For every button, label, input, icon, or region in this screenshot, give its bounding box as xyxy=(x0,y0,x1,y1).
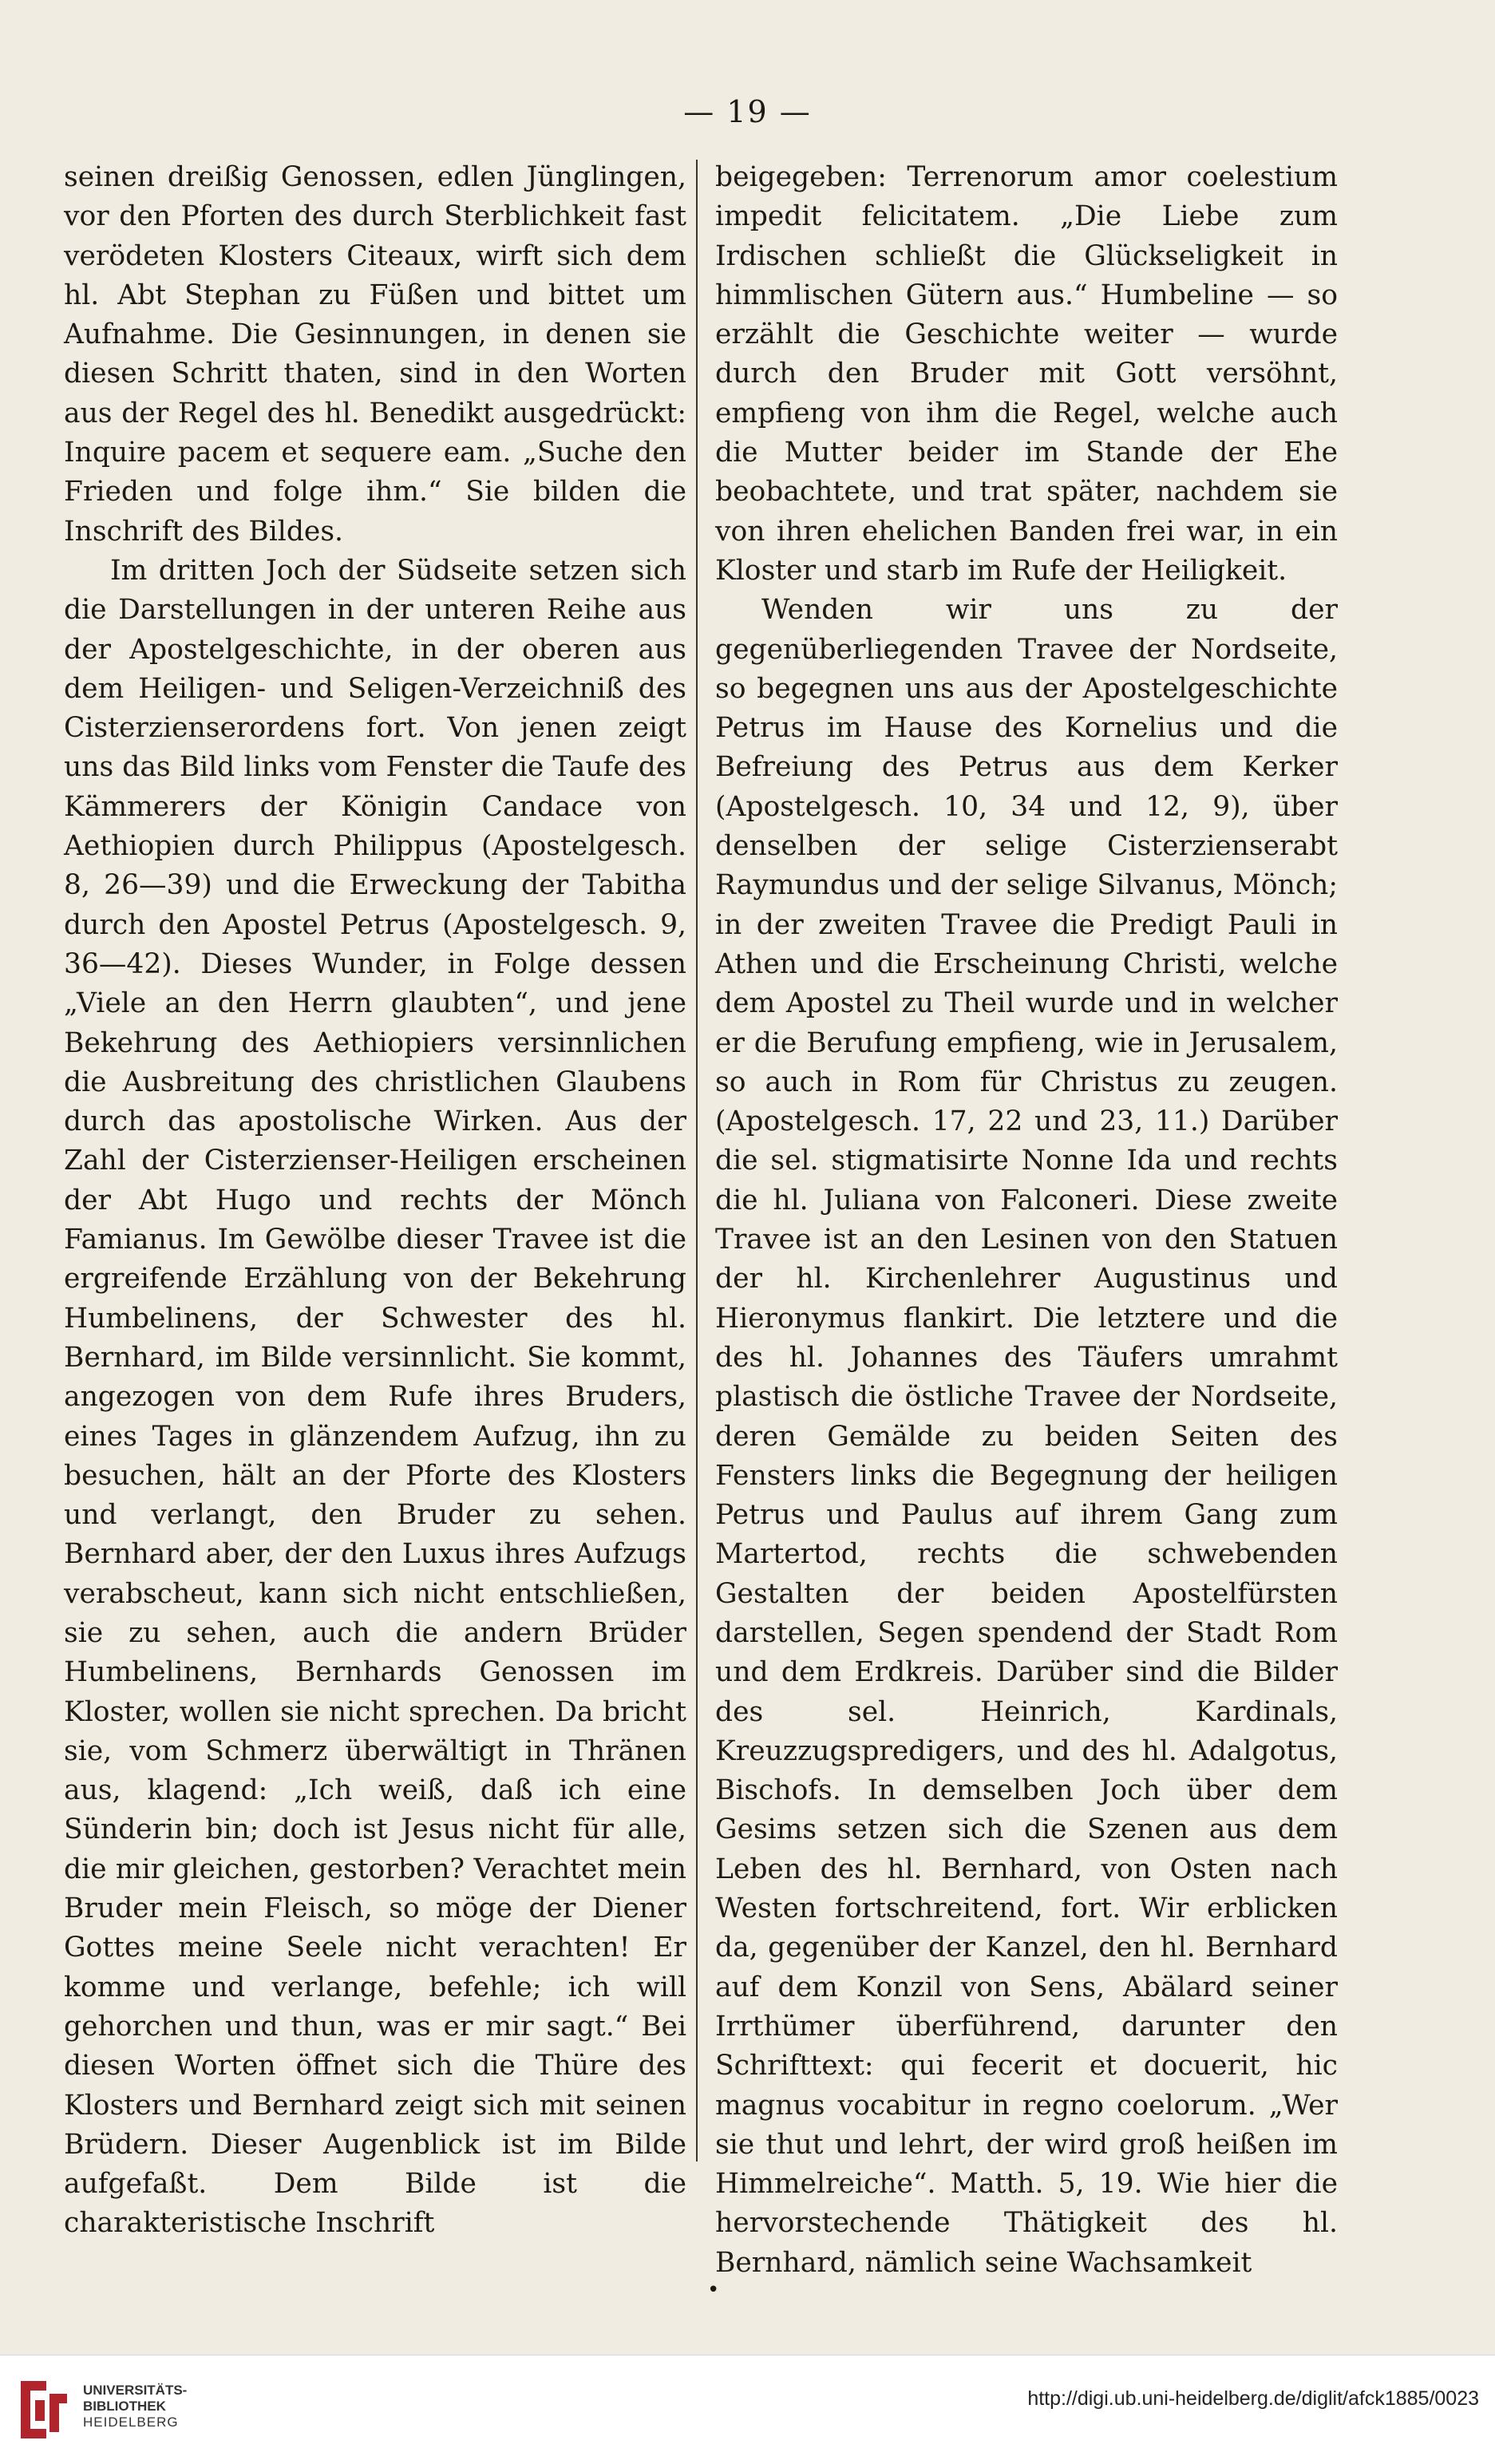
right-paragraph-2: Wenden wir uns zu der gegenüberliegenden Travee der Nordseite, so begegnen uns aus der Apostelgeschichte Petrus im Hause des Kornelius und die Befreiung des Petrus aus dem Kerker (Apostelgesch. 10, 34 und 12, 9), über denselben der selige Cisterzienserabt Raymundus und der selige Silvanus, Mönch; in der zweiten Travee die Predigt Pauli in Athen und die Erscheinung Christi, welche dem Apostel zu Theil wurde und in welcher er die Berufung empfieng, wie in Jerusalem, so auch in Rom für Christus zu zeugen. (Apostelgesch. 17, 22 und 23, 11.) Darüber die sel. stigmatisirte Nonne Ida und rechts die hl. Juliana von Falconeri. Diese zweite Travee ist an den Lesinen von den Statuen der hl. Kirchenlehrer Augustinus und Hieronymus flankirt. Die letztere und die des hl. Johannes des Täufers umrahmt plastisch die östliche Travee der Nordseite, deren Gemälde zu beiden Seiten des Fensters links die Begegnung der heiligen Petrus und Paulus auf ihrem Gang zum Martertod, rechts die schwebenden Gestalten der beiden Apostelfürsten darstellen, Segen spendend der Stadt Rom und dem Erdkreis. Darüber sind die Bilder des sel. Heinrich, Kardinals, Kreuzzugspredigers, und des hl. Adalgotus, Bischofs. In demselben Joch über dem Gesims setzen sich die Szenen aus dem Leben des hl. Bernhard, von Osten nach Westen fortschreitend, fort. Wir erblicken da, gegenüber der Kanzel, den hl. Bernhard auf dem Konzil von Sens, Abälard seiner Irrthümer überführend, darunter den Schrifttext: qui fecerit et docuerit, hic magnus vocabitur in regno coelorum. „Wer sie thut und lehrt, der wird groß heißen im Himmelreiche“. Matth. 5, 19. Wie hier die hervorstechende Thätigkeit des hl. Bernhard, nämlich seine Wachsamkeit xyxy=(715,594,1338,2279)
left-paragraph-2: Im dritten Joch der Südseite setzen sich die Darstellungen in der unteren Reihe aus der Apostelgeschichte, in der oberen aus dem Heiligen- und Seligen-Verzeichniß des Cisterzienserordens fort. Von jenen zeigt uns das Bild links vom Fenster die Taufe des Kämmerers der Königin Candace von Aethiopien durch Philippus (Apostelgesch. 8, 26—39) und die Erweckung der Tabitha durch den Apostel Petrus (Apostelgesch. 9, 36—42). Dieses Wunder, in Folge dessen „Viele an den Herrn glaubten“, und jene Bekehrung des Aethiopiers versinnlichen die Ausbreitung des christlichen Glaubens durch das apostolische Wirken. Aus der Zahl der Cisterzienser-Heiligen erscheinen der Abt Hugo und rechts der Mönch Famianus. Im Gewölbe dieser Travee ist die ergreifende Erzählung von der Bekehrung Humbelinens, der Schwester des hl. Bernhard, im Bilde versinnlicht. Sie kommt, angezogen von dem Rufe ihres Bruders, eines Tages in glänzendem Aufzug, ihn zu besuchen, hält an der Pforte des Klosters und verlangt, den Bruder zu sehen. Bernhard aber, der den Luxus ihres Aufzugs verabscheut, kann sich nicht entschließen, sie zu sehen, auch die andern Brüder Humbelinens, Bernhards Genossen im Kloster, wollen sie nicht sprechen. Da bricht sie, vom Schmerz überwältigt in Thränen aus, klagend: „Ich weiß, daß ich eine Sünderin bin; doch ist Jesus nicht für alle, die mir gleichen, gestorben? Verachtet mein Bruder mein Fleisch, so möge der Diener Gottes meine Seele nicht verachten! Er komme und verlange, befehle; ich will gehorchen und thun, was er mir sagt.“ Bei diesen Worten öffnet sich die Thüre des Klosters und Bernhard zeigt sich mit seinen Brüdern. Dieser Augenblick ist im Bilde aufgefaßt. Dem Bilde ist die charakteristische Inschrift xyxy=(64,554,686,2240)
left-paragraph-1: seinen dreißig Genossen, edlen Jünglingen, vor den Pforten des durch Sterblichkeit fast verödeten Klosters Citeaux, wirft sich dem hl. Abt Stephan zu Füßen und bittet um Aufnahme. Die Gesinnungen, in denen sie diesen Schritt thaten, sind in den Worten aus der Regel des hl. Benedikt ausgedrückt: Inquire pacem et sequere eam. „Suche den Frieden und folge ihm.“ Sie bilden die Inschrift des Bildes. xyxy=(64,161,686,548)
source-url[interactable]: http://digi.ub.uni-heidelberg.de/diglit/afck1885/0023 xyxy=(1027,2387,1479,2410)
left-column xyxy=(64,158,686,2244)
bottom-mark: • xyxy=(707,2278,720,2302)
library-logo-icon xyxy=(14,2376,73,2443)
library-name-line1: UNIVERSITÄTS- xyxy=(83,2383,188,2398)
right-paragraph-1: beigegeben: Terrenorum amor coelestium impedit felicitatem. „Die Liebe zum Irdischen schließt die Glückseligkeit in himmlischen Gütern aus.“ Humbeline — so erzählt die Geschichte weiter — wurde durch den Bruder mit Gott versöhnt, empfieng von ihm die Regel, welche auch die Mutter beider im Stande der Ehe beobachtete, und trat später, nachdem sie von ihren ehelichen Banden frei war, in ein Kloster und starb im Rufe der Heiligkeit. xyxy=(715,161,1338,587)
library-name xyxy=(83,2383,187,2430)
page-number: — 19 — xyxy=(683,94,812,129)
digitization-footer xyxy=(0,2355,1495,2464)
library-name-line2: BIBLIOTHEK xyxy=(83,2399,166,2414)
library-name-line3: HEIDELBERG xyxy=(83,2415,179,2430)
column-divider xyxy=(696,160,698,2161)
right-column xyxy=(715,158,1338,2283)
